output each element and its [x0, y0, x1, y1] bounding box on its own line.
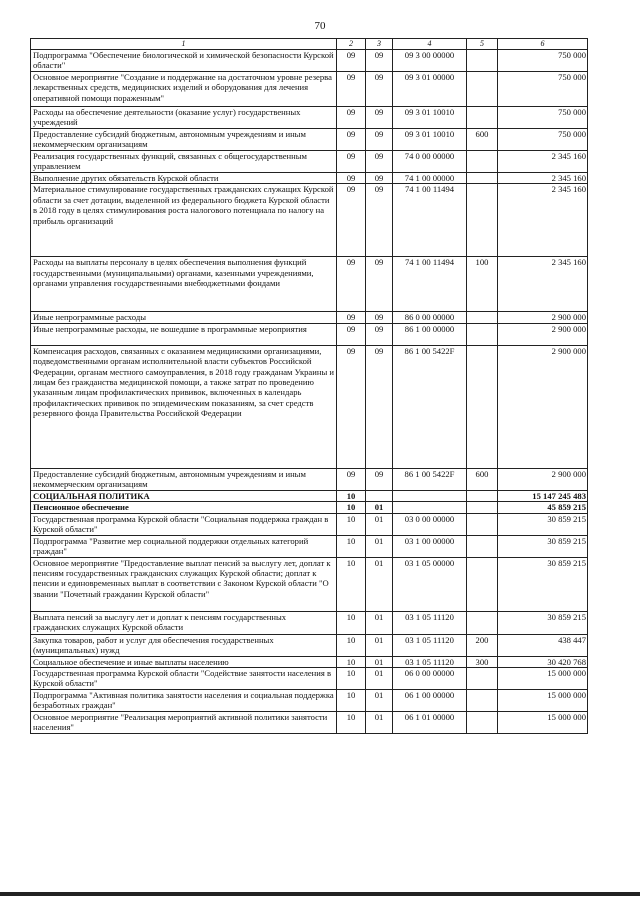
column-number-cell: 3: [366, 39, 393, 50]
expense-type-cell: [467, 490, 498, 501]
table-row: [31, 107, 588, 129]
amount-cell: 2 345 160: [498, 184, 588, 257]
table-row: [31, 312, 588, 323]
expense-type-cell: [467, 151, 498, 173]
item-name-cell: Иные непрограммные расходы, не вошедшие в программные мероприятия: [31, 323, 337, 345]
subsection-code-cell: 01: [366, 689, 393, 711]
column-number-cell: 4: [393, 39, 467, 50]
section-code-cell: 10: [337, 634, 366, 656]
expense-type-cell: [467, 711, 498, 733]
target-article-cell: 06 1 00 00000: [393, 689, 467, 711]
item-name-cell: Основное мероприятие "Создание и поддержание на достаточном уровне резерва лекарственных средств, медицинских изделий и оборудования для лечения оперативной помощи пораженным": [31, 72, 337, 107]
column-number-cell: 1: [31, 39, 337, 50]
item-name-cell: Иные непрограммные расходы: [31, 312, 337, 323]
expense-type-cell: [467, 345, 498, 468]
subsection-code-cell: 09: [366, 72, 393, 107]
table-row: [31, 257, 588, 312]
item-name-cell: Основное мероприятие "Реализация мероприятий активной политики занятости населения": [31, 711, 337, 733]
expense-type-cell: [467, 611, 498, 634]
section-code-cell: 09: [337, 184, 366, 257]
subsection-code-cell: 09: [366, 323, 393, 345]
subsection-code-cell: 01: [366, 535, 393, 557]
subsection-code-cell: 01: [366, 557, 393, 611]
amount-cell: 15 147 245 483: [498, 490, 588, 501]
section-code-cell: 10: [337, 513, 366, 535]
table-row: [31, 184, 588, 257]
table-row: [31, 634, 588, 656]
table-row: [31, 668, 588, 690]
item-name-cell: Социальное обеспечение и иные выплаты населению: [31, 656, 337, 667]
item-name-cell: Выплата пенсий за выслугу лет и доплат к пенсиям государственных гражданских служащих Курской области: [31, 611, 337, 634]
target-article-cell: 03 1 00 00000: [393, 535, 467, 557]
section-code-cell: 09: [337, 151, 366, 173]
subsection-code-cell: 01: [366, 513, 393, 535]
amount-cell: 30 420 768: [498, 656, 588, 667]
target-article-cell: 03 1 05 11120: [393, 634, 467, 656]
target-article-cell: 86 1 00 00000: [393, 323, 467, 345]
target-article-cell: 09 3 01 10010: [393, 107, 467, 129]
section-code-cell: 09: [337, 312, 366, 323]
table-row: [31, 173, 588, 184]
expense-type-cell: [467, 50, 498, 72]
table-row: [31, 513, 588, 535]
section-code-cell: 09: [337, 323, 366, 345]
item-name-cell: Предоставление субсидий бюджетным, автономным учреждениям и иным некоммерческим организациям: [31, 129, 337, 151]
amount-cell: 2 345 160: [498, 173, 588, 184]
amount-cell: 2 345 160: [498, 151, 588, 173]
item-name-cell: Основное мероприятие "Предоставление выплат пенсий за выслугу лет, доплат к пенсиям государственных гражданских служащих Курской области; доплат к пенсии и единовременных выплат в соответствии с Законом Курской области "О звании "Почетный гражданин Курской области": [31, 557, 337, 611]
subsection-code-cell: 01: [366, 611, 393, 634]
target-article-cell: 86 1 00 5422F: [393, 468, 467, 490]
target-article-cell: 09 3 01 10010: [393, 129, 467, 151]
item-name-cell: Реализация государственных функций, связанных с общегосударственным управлением: [31, 151, 337, 173]
page-bottom-rule: [0, 892, 640, 896]
item-name-cell: Материальное стимулирование государственных гражданских служащих Курской области за счет дотации, выделенной из федерального бюджета Курской области в 2018 году в целях стимулирования роста налогового потенциала по налогу на прибыль организаций: [31, 184, 337, 257]
subsection-code-cell: 09: [366, 173, 393, 184]
subsection-code-cell: 01: [366, 502, 393, 513]
section-code-cell: 10: [337, 611, 366, 634]
item-name-cell: Подпрограмма "Активная политика занятости населения и социальная поддержка безработных граждан": [31, 689, 337, 711]
section-code-cell: 09: [337, 173, 366, 184]
amount-cell: 2 900 000: [498, 323, 588, 345]
subsection-code-cell: 09: [366, 184, 393, 257]
table-row: [31, 129, 588, 151]
expense-type-cell: 200: [467, 634, 498, 656]
amount-cell: 2 900 000: [498, 312, 588, 323]
target-article-cell: 74 0 00 00000: [393, 151, 467, 173]
target-article-cell: 03 1 05 11120: [393, 656, 467, 667]
subsection-code-cell: 09: [366, 468, 393, 490]
section-code-cell: 09: [337, 129, 366, 151]
amount-cell: 2 345 160: [498, 257, 588, 312]
expense-type-cell: [467, 502, 498, 513]
amount-cell: 750 000: [498, 50, 588, 72]
section-code-cell: 10: [337, 711, 366, 733]
amount-cell: 15 000 000: [498, 711, 588, 733]
item-name-cell: Компенсация расходов, связанных с оказанием медицинскими организациями, подведомственными органам исполнительной власти субъектов Российской Федерации, органам местного самоуправления, в 2018 году гражданам Украины и лицам без гражданства медицинской помощи, а также затрат по проведению указанным лицам профилактических прививок, включенных в календарь профилактических прививок по эпидемическим показаниям, за счет средств резервного фонда Правительства Российской Федерации: [31, 345, 337, 468]
expense-type-cell: [467, 323, 498, 345]
table-row: [31, 345, 588, 468]
target-article-cell: 74 1 00 11494: [393, 257, 467, 312]
item-name-cell: Пенсионное обеспечение: [31, 502, 337, 513]
section-code-cell: 09: [337, 50, 366, 72]
target-article-cell: 06 0 00 00000: [393, 668, 467, 690]
amount-cell: 750 000: [498, 129, 588, 151]
subsection-code-cell: 09: [366, 107, 393, 129]
item-name-cell: Государственная программа Курской области "Социальная поддержка граждан в Курской области": [31, 513, 337, 535]
table-row: [31, 50, 588, 72]
expense-type-cell: [467, 668, 498, 690]
expense-type-cell: 100: [467, 257, 498, 312]
amount-cell: 750 000: [498, 107, 588, 129]
target-article-cell: 03 1 05 00000: [393, 557, 467, 611]
amount-cell: 30 859 215: [498, 535, 588, 557]
amount-cell: 15 000 000: [498, 668, 588, 690]
expense-type-cell: 600: [467, 129, 498, 151]
item-name-cell: Расходы на выплаты персоналу в целях обеспечения выполнения функций государственными (муниципальными) органами, казенными учреждениями, органами управления государственными внебюджетными фондами: [31, 257, 337, 312]
expense-type-cell: [467, 312, 498, 323]
amount-cell: 30 859 215: [498, 513, 588, 535]
item-name-cell: Предоставление субсидий бюджетным, автономным учреждениям и иным некоммерческим организациям: [31, 468, 337, 490]
target-article-cell: [393, 502, 467, 513]
amount-cell: 2 900 000: [498, 345, 588, 468]
target-article-cell: 03 1 05 11120: [393, 611, 467, 634]
section-code-cell: 10: [337, 557, 366, 611]
subsection-code-cell: 09: [366, 50, 393, 72]
item-name-cell: Подпрограмма "Обеспечение биологической и химической безопасности Курской области": [31, 50, 337, 72]
section-code-cell: 10: [337, 490, 366, 501]
item-name-cell: Государственная программа Курской области "Содействие занятости населения в Курской области": [31, 668, 337, 690]
expense-type-cell: [467, 107, 498, 129]
section-code-cell: 09: [337, 345, 366, 468]
target-article-cell: 86 1 00 5422F: [393, 345, 467, 468]
table-row: [31, 72, 588, 107]
expense-type-cell: [467, 173, 498, 184]
expense-type-cell: [467, 513, 498, 535]
expense-type-cell: [467, 184, 498, 257]
table-row: [31, 468, 588, 490]
amount-cell: 30 859 215: [498, 557, 588, 611]
column-number-row: [31, 39, 588, 50]
section-code-cell: 10: [337, 689, 366, 711]
target-article-cell: [393, 490, 467, 501]
table-row: [31, 656, 588, 667]
section-code-cell: 10: [337, 535, 366, 557]
section-code-cell: 10: [337, 502, 366, 513]
budget-table: [30, 38, 588, 734]
expense-type-cell: [467, 689, 498, 711]
target-article-cell: 06 1 01 00000: [393, 711, 467, 733]
subsection-code-cell: 09: [366, 257, 393, 312]
expense-type-cell: [467, 535, 498, 557]
subsection-code-cell: 09: [366, 345, 393, 468]
subsection-code-cell: 01: [366, 656, 393, 667]
target-article-cell: 74 1 00 00000: [393, 173, 467, 184]
section-code-cell: 09: [337, 72, 366, 107]
subsection-code-cell: 01: [366, 711, 393, 733]
section-code-cell: 09: [337, 257, 366, 312]
subsection-code-cell: 09: [366, 151, 393, 173]
table-row: [31, 557, 588, 611]
target-article-cell: 74 1 00 11494: [393, 184, 467, 257]
table-row: [31, 502, 588, 513]
table-row: [31, 323, 588, 345]
section-code-cell: 09: [337, 468, 366, 490]
column-number-cell: 6: [498, 39, 588, 50]
table-row: [31, 611, 588, 634]
item-name-cell: Подпрограмма "Развитие мер социальной поддержки отдельных категорий граждан": [31, 535, 337, 557]
table-row: [31, 689, 588, 711]
section-code-cell: 09: [337, 107, 366, 129]
target-article-cell: 86 0 00 00000: [393, 312, 467, 323]
expense-type-cell: [467, 72, 498, 107]
subsection-code-cell: 09: [366, 312, 393, 323]
table-row: [31, 151, 588, 173]
column-number-cell: 5: [467, 39, 498, 50]
item-name-cell: Расходы на обеспечение деятельности (оказание услуг) государственных учреждений: [31, 107, 337, 129]
subsection-code-cell: 01: [366, 634, 393, 656]
item-name-cell: Закупка товаров, работ и услуг для обеспечения государственных (муниципальных) нужд: [31, 634, 337, 656]
amount-cell: 15 000 000: [498, 689, 588, 711]
target-article-cell: 09 3 01 00000: [393, 72, 467, 107]
subsection-code-cell: 09: [366, 129, 393, 151]
amount-cell: 2 900 000: [498, 468, 588, 490]
subsection-code-cell: [366, 490, 393, 501]
target-article-cell: 03 0 00 00000: [393, 513, 467, 535]
expense-type-cell: 300: [467, 656, 498, 667]
amount-cell: 45 859 215: [498, 502, 588, 513]
table-row: [31, 490, 588, 501]
page-number: 70: [314, 20, 326, 32]
subsection-code-cell: 01: [366, 668, 393, 690]
column-number-cell: 2: [337, 39, 366, 50]
section-code-cell: 10: [337, 656, 366, 667]
item-name-cell: СОЦИАЛЬНАЯ ПОЛИТИКА: [31, 490, 337, 501]
expense-type-cell: [467, 557, 498, 611]
amount-cell: 438 447: [498, 634, 588, 656]
section-code-cell: 10: [337, 668, 366, 690]
item-name-cell: Выполнение других обязательств Курской области: [31, 173, 337, 184]
amount-cell: 750 000: [498, 72, 588, 107]
amount-cell: 30 859 215: [498, 611, 588, 634]
table-row: [31, 535, 588, 557]
table-row: [31, 711, 588, 733]
expense-type-cell: 600: [467, 468, 498, 490]
target-article-cell: 09 3 00 00000: [393, 50, 467, 72]
